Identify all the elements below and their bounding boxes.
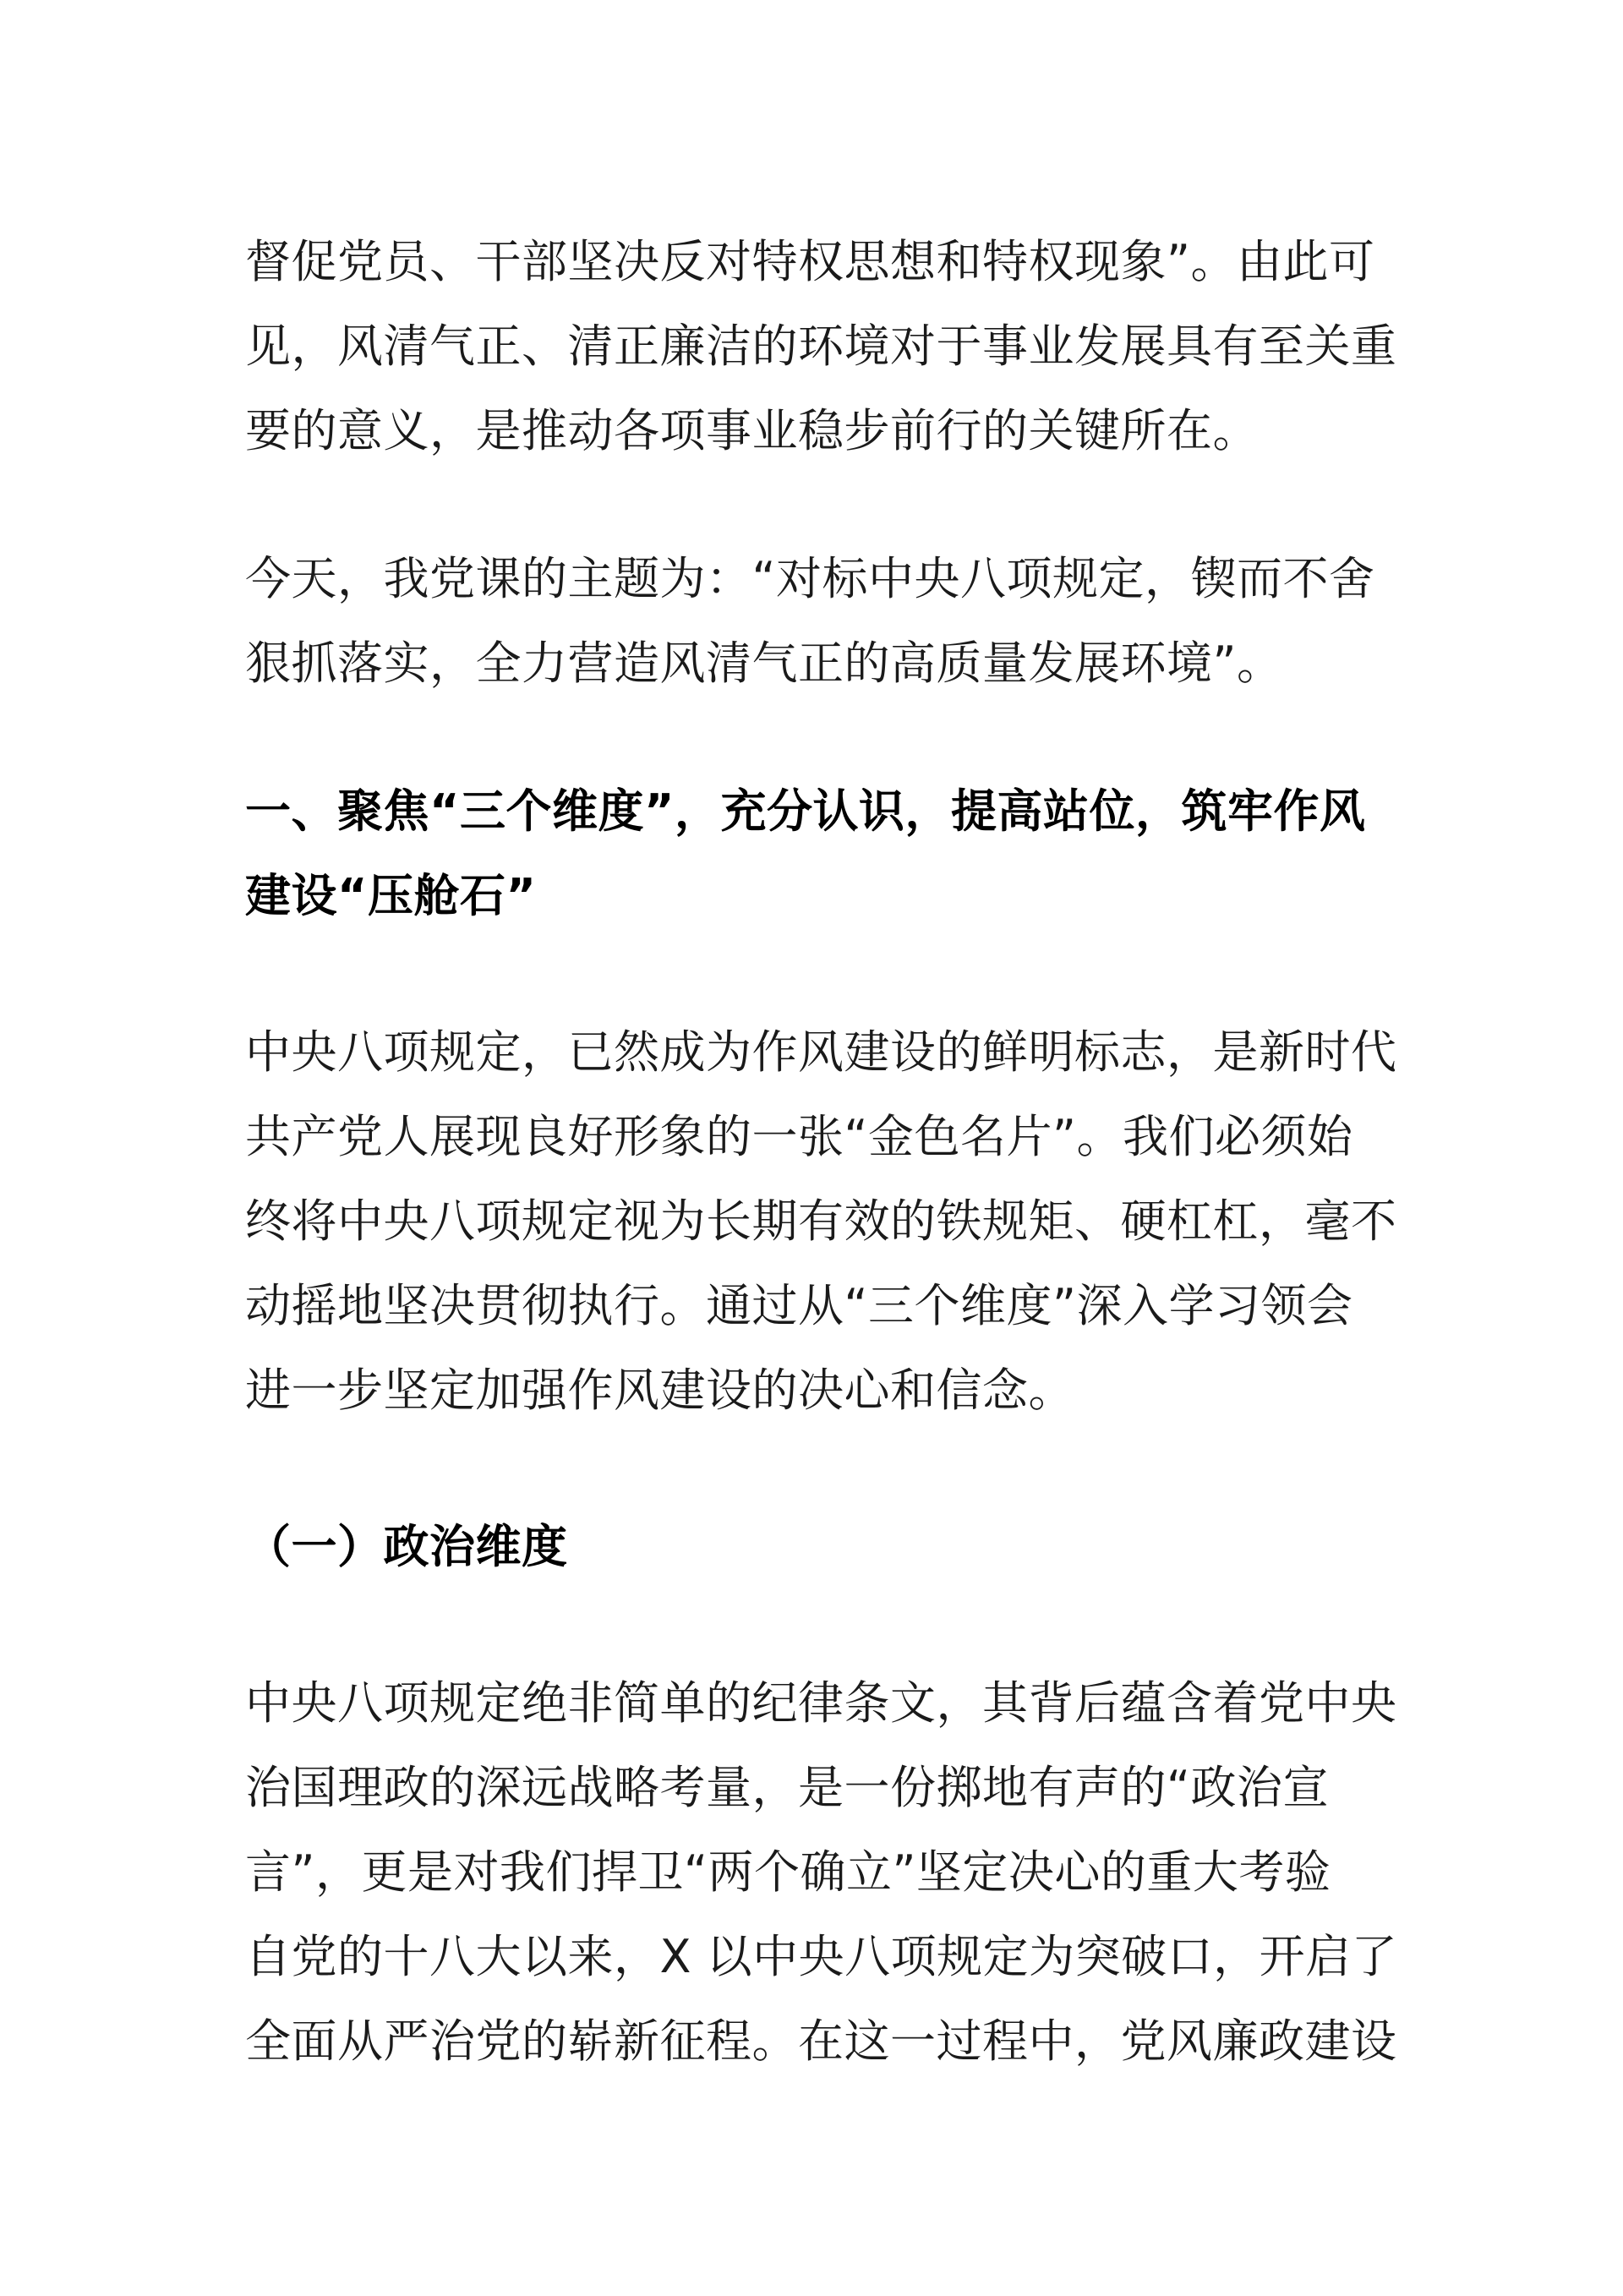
- text-line: 进一步坚定加强作风建设的决心和信念。: [245, 1364, 1074, 1417]
- text-line: 治国理政的深远战略考量，是一份掷地有声的“政治宣: [245, 1761, 1329, 1814]
- text-line: 见，风清气正、清正廉洁的环境对于事业发展具有至关重: [245, 320, 1397, 373]
- text-line: 中央八项规定绝非简单的纪律条文，其背后蕴含着党中央: [245, 1676, 1397, 1730]
- text-line: 动摇地坚决贯彻执行。通过从“三个维度”深入学习领会: [245, 1279, 1353, 1332]
- text-line: 要的意义，是推动各项事业稳步前行的关键所在。: [245, 404, 1259, 457]
- heading-line: 建设“压舱石”: [245, 869, 537, 922]
- text-line: 终将中央八项规定视为长期有效的铁规矩、硬杠杠，毫不: [245, 1194, 1397, 1248]
- heading-line: 一、聚焦“三个维度”，充分认识，提高站位，筑牢作风: [245, 784, 1366, 838]
- text-line: 中央八项规定，已然成为作风建设的鲜明标志，是新时代: [245, 1025, 1397, 1079]
- heading-line: （一）政治维度: [245, 1520, 568, 1573]
- text-line: 督促党员、干部坚决反对特权思想和特权现象”。由此可: [245, 235, 1375, 288]
- text-line: 言”，更是对我们捍卫“两个确立”坚定决心的重大考验: [245, 1845, 1331, 1899]
- text-line: 全面从严治党的崭新征程。在这一过程中，党风廉政建设: [245, 2014, 1397, 2068]
- text-line: 自党的十八大以来，X 以中央八项规定为突破口，开启了: [245, 1930, 1398, 1983]
- text-line: 共产党人展现良好形象的一张“金色名片”。我们必须始: [245, 1110, 1353, 1163]
- text-line: 狠抓落实，全力营造风清气正的高质量发展环境”。: [245, 637, 1283, 690]
- text-line: 今天，我党课的主题为：“对标中央八项规定，锲而不舍: [245, 552, 1375, 605]
